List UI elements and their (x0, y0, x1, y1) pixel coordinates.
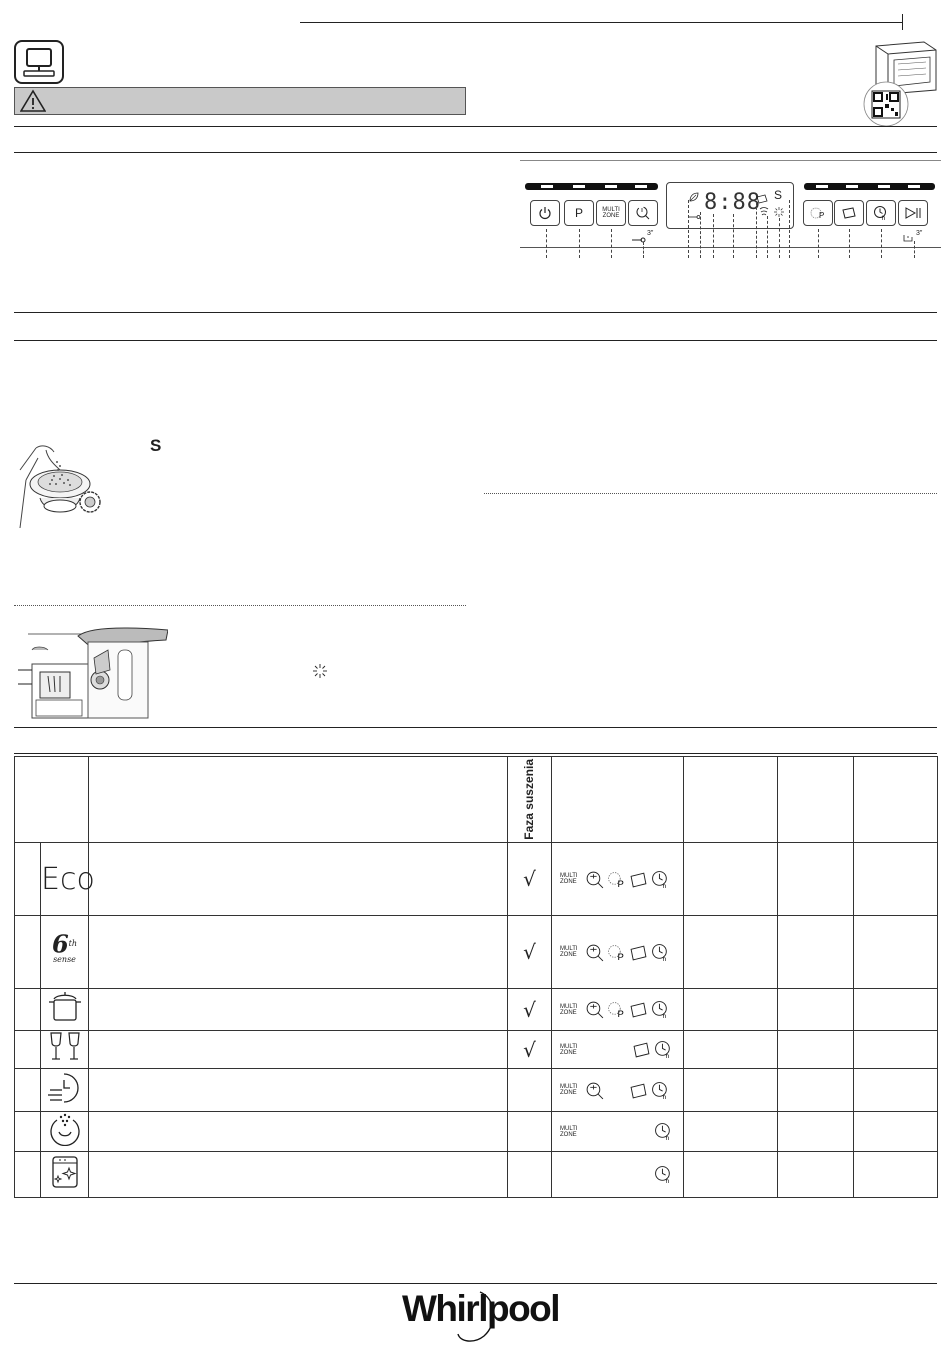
rinse-aid-sparkle-icon (312, 663, 328, 679)
options-cell (552, 916, 684, 989)
cell (854, 1112, 938, 1152)
sani-icon (607, 1000, 626, 1019)
rule-panel-title (520, 160, 941, 161)
table-row (15, 1152, 938, 1198)
tablet-icon (632, 1040, 651, 1059)
table-row (15, 916, 938, 989)
cell (778, 1112, 854, 1152)
row-number-cell (15, 916, 41, 989)
options-cell (552, 1031, 684, 1069)
power-icon (538, 206, 552, 220)
leader (818, 229, 819, 258)
sani-rinse-icon (809, 205, 827, 221)
salt-filling-icon (16, 440, 104, 530)
multizone-label-2: ZONE (602, 213, 620, 219)
delay-icon (654, 1165, 673, 1184)
tablet-icon (629, 943, 648, 962)
delay-icon (651, 943, 670, 962)
cell (854, 1069, 938, 1112)
svg-text:h: h (662, 955, 667, 962)
program-description-cell (89, 1152, 508, 1198)
row-number-cell (15, 1031, 41, 1069)
multizone-button[interactable] (596, 200, 626, 226)
program-icon-cell (41, 843, 95, 916)
leader (779, 218, 780, 258)
self-clean-icon (47, 1154, 83, 1190)
power-button[interactable] (530, 200, 560, 226)
sani-icon (607, 943, 626, 962)
row-number-cell (15, 1152, 41, 1198)
cell (684, 916, 778, 989)
row-number-cell (15, 843, 41, 916)
zone-text: ZONE (560, 1131, 577, 1138)
dishwasher-qr-icon (858, 38, 938, 128)
cell (854, 843, 938, 916)
multi-text: MULTI (560, 1043, 578, 1050)
cell (778, 1152, 854, 1198)
callout-baseline (520, 247, 941, 248)
rule-5 (14, 727, 937, 728)
power-clean-button[interactable] (628, 200, 658, 226)
cell (854, 1031, 938, 1069)
program-description-cell (89, 1069, 508, 1112)
program-description-cell (89, 1031, 508, 1069)
program-icon-cell (41, 1031, 89, 1069)
program-icon-cell (41, 1112, 89, 1152)
delay-icon (651, 1081, 670, 1100)
row-number-cell (15, 989, 41, 1031)
key-lock-hint: 3" (647, 230, 654, 237)
svg-text:h: h (882, 216, 886, 221)
header-col-8 (854, 757, 938, 843)
cell (854, 1152, 938, 1198)
header-icon-cell (15, 757, 89, 843)
sixth-word: sense (53, 955, 76, 965)
program-button[interactable] (564, 200, 594, 226)
tablet-icon (629, 870, 648, 889)
table-row (15, 1112, 938, 1152)
cell (684, 1112, 778, 1152)
sani-rinse-button[interactable] (803, 200, 833, 226)
header-col-7 (778, 757, 854, 843)
warning-triangle-icon (20, 89, 46, 113)
eco-text: Eco (41, 861, 95, 897)
drying-check: √ (508, 843, 552, 916)
sani-icon (607, 870, 626, 889)
table-row (15, 843, 938, 916)
program-description-cell (89, 989, 508, 1031)
leader (849, 229, 850, 258)
rinse-aid-illustration (18, 624, 168, 720)
led-bar-right (804, 183, 935, 190)
start-pause-icon (904, 206, 922, 220)
reset-icon (903, 230, 913, 248)
multizone-label-1: MULTI (602, 207, 620, 213)
cell (684, 1152, 778, 1198)
program-icon-cell (41, 989, 89, 1031)
program-description-cell (89, 1112, 508, 1152)
table-row (15, 1031, 938, 1069)
leader (789, 200, 790, 258)
drying-cell-empty (508, 1069, 552, 1112)
zone-text: ZONE (560, 1090, 577, 1096)
options-cell (552, 1152, 684, 1198)
multi-text: MULTI (560, 946, 578, 952)
pot-icon (47, 990, 83, 1024)
svg-text:h: h (665, 1052, 670, 1059)
zone-text: ZONE (560, 1009, 577, 1016)
header-top-rule (300, 22, 902, 23)
logo-swoosh (440, 1290, 520, 1350)
leader (713, 214, 714, 258)
zone-text: ZONE (560, 952, 577, 958)
tablet-icon (629, 1081, 648, 1100)
header-description-cell (89, 757, 508, 843)
monitor-icon (14, 40, 64, 84)
cell (684, 989, 778, 1031)
leader (733, 214, 734, 258)
cell (778, 1031, 854, 1069)
multizone-label (560, 1004, 582, 1016)
drying-check: √ (508, 1031, 552, 1069)
multi-text: MULTI (560, 1084, 578, 1090)
rule-1 (14, 126, 937, 127)
programme-table (14, 756, 938, 1198)
delay-icon (873, 205, 889, 221)
footer-rule (14, 1283, 937, 1284)
sixth-number: 6 (51, 929, 69, 959)
header-rule-end (902, 14, 903, 30)
rule-4 (14, 340, 937, 341)
multi-text: MULTI (560, 873, 578, 879)
leader (643, 242, 644, 258)
multizone-label (560, 1044, 582, 1056)
power-clean-icon (585, 1081, 604, 1100)
options-cell (552, 843, 684, 916)
led-bar-left (525, 183, 658, 190)
multizone-label (560, 1084, 582, 1096)
drying-check: √ (508, 989, 552, 1031)
svg-text:P: P (617, 878, 624, 889)
whirlpool-logo: Whirlpool (402, 1288, 560, 1329)
svg-text:h: h (662, 1093, 667, 1100)
power-clean-icon (635, 205, 651, 221)
multizone-label (560, 873, 582, 885)
multi-text: MULTI (560, 1125, 578, 1132)
dotted-separator-right (484, 493, 937, 494)
drying-cell-empty (508, 1112, 552, 1152)
delay-icon (651, 870, 670, 889)
multizone-label (560, 1126, 582, 1138)
options-cell (552, 1069, 684, 1112)
zone-text: ZONE (560, 879, 577, 885)
salt-s-symbol: S (150, 436, 162, 455)
power-clean-icon (585, 943, 604, 962)
rule-3 (14, 312, 937, 313)
delay-icon (654, 1040, 673, 1059)
leader (688, 200, 689, 258)
svg-text:h: h (665, 1134, 670, 1141)
leader (579, 229, 580, 258)
delay-button[interactable] (866, 200, 896, 226)
svg-text:P: P (617, 951, 624, 962)
dotted-separator-left (14, 605, 466, 606)
cell (684, 1069, 778, 1112)
glasses-icon (47, 1031, 83, 1063)
leader (881, 229, 882, 258)
cell (854, 989, 938, 1031)
options-cell (552, 989, 684, 1031)
start-pause-button[interactable] (898, 200, 928, 226)
cell (778, 989, 854, 1031)
display-digits: 8:88 (704, 190, 761, 215)
row-number-cell (15, 1069, 41, 1112)
display-salt-s: S (774, 188, 783, 202)
sixth-sense-icon (41, 929, 88, 965)
multi-text: MULTI (560, 1003, 578, 1010)
drying-check: √ (508, 916, 552, 989)
power-clean-icon (585, 1000, 604, 1019)
header-col-6 (684, 757, 778, 843)
delay-icon (651, 1000, 670, 1019)
tablet-icon (841, 206, 857, 220)
program-icon-cell (41, 1069, 89, 1112)
table-row (15, 989, 938, 1031)
cell (684, 843, 778, 916)
program-description-cell (89, 843, 508, 916)
zone-text: ZONE (560, 1049, 577, 1056)
display-water-icon (758, 205, 770, 223)
table-header-row (15, 757, 938, 843)
cell (778, 1069, 854, 1112)
leader (756, 202, 757, 258)
options-cell (552, 1112, 684, 1152)
leader (546, 229, 547, 258)
drying-header: Faza suszenia (522, 759, 536, 840)
drying-cell-empty (508, 1152, 552, 1198)
cell (778, 916, 854, 989)
reset-hint: 3" (916, 230, 923, 237)
leader (914, 241, 915, 258)
program-icon-cell (41, 1152, 89, 1198)
program-icon-cell (41, 916, 89, 989)
row-number-cell (15, 1112, 41, 1152)
leader (767, 216, 768, 258)
svg-text:h: h (662, 882, 667, 889)
tablet-icon (629, 1000, 648, 1019)
program-icon: P (574, 206, 583, 220)
prewash-icon (47, 1112, 83, 1146)
cell (854, 916, 938, 989)
table-row (15, 1069, 938, 1112)
program-description-cell (89, 916, 508, 989)
sixth-sup: th (68, 938, 78, 948)
svg-text:h: h (662, 1012, 667, 1019)
tablet-button[interactable] (834, 200, 864, 226)
header-options-cell (552, 757, 684, 843)
svg-text:P: P (617, 1008, 624, 1019)
svg-text:h: h (665, 1177, 670, 1184)
delay-icon (654, 1122, 673, 1141)
quick-wash-icon (46, 1070, 84, 1106)
eco-leaf-icon (688, 190, 700, 208)
header-drying-cell (508, 757, 552, 843)
cell (778, 843, 854, 916)
rule-6 (14, 753, 937, 754)
cell (684, 1031, 778, 1069)
warning-bar (14, 87, 466, 115)
leader (611, 229, 612, 258)
rule-2 (14, 152, 937, 153)
leader (700, 212, 701, 258)
power-clean-icon (585, 870, 604, 889)
multizone-label (560, 946, 582, 958)
svg-text:P: P (819, 211, 825, 220)
